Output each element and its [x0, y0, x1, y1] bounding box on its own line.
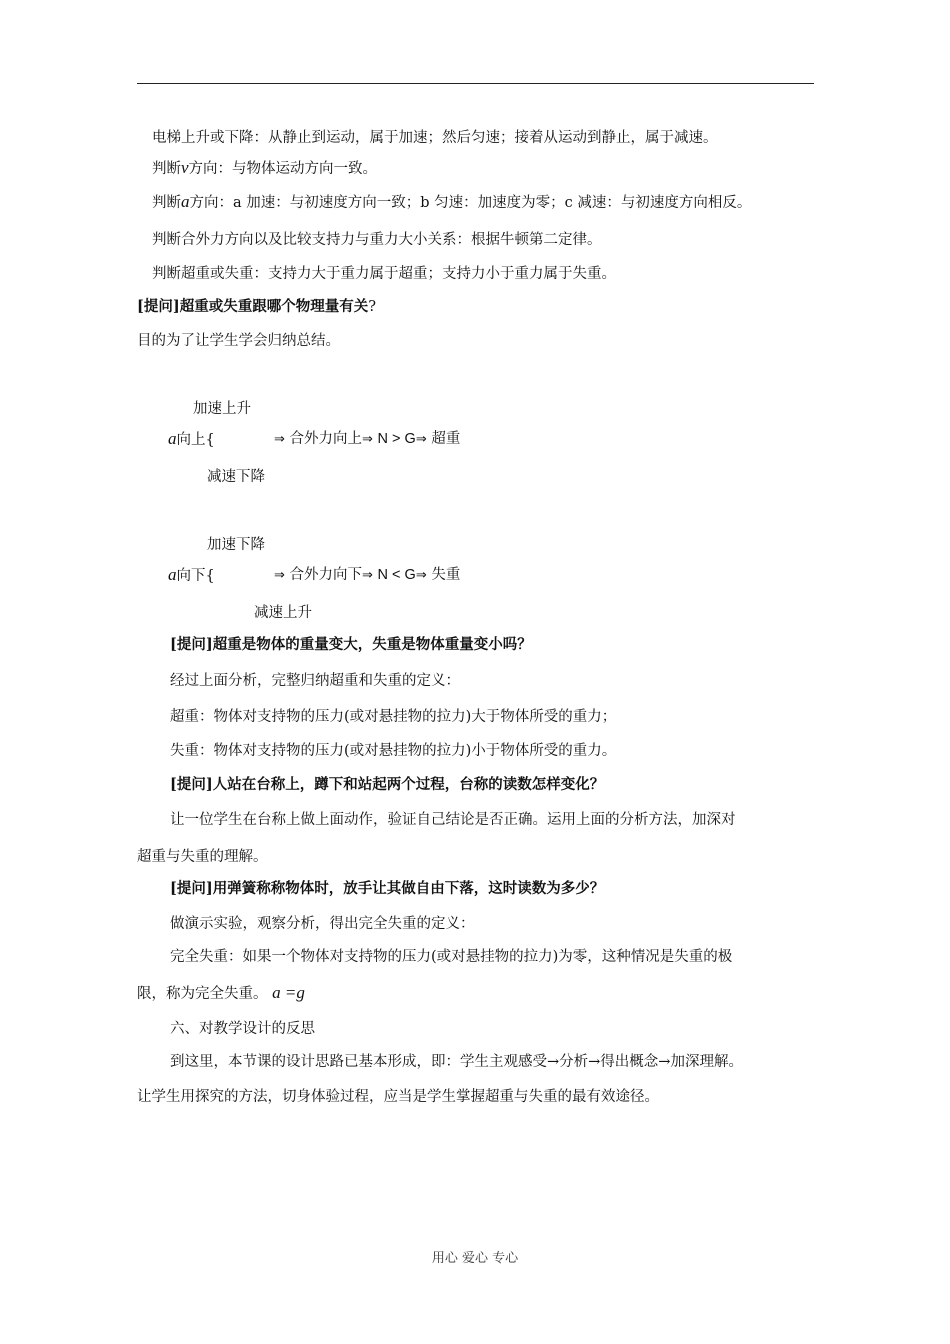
para-reflection-1: 到这里，本节课的设计思路已基本形成，即：学生主观感受→分析→得出概念→加深理解。 — [170, 1054, 743, 1070]
line-purpose: 目的为了让学生学会归纳总结。 — [137, 333, 340, 349]
heading-reflection: 六、对教学设计的反思 — [170, 1021, 315, 1037]
line-judge-a — [152, 191, 751, 214]
scheme1-dir: 向上{ — [176, 432, 215, 448]
scheme1-result: 超重 — [431, 431, 461, 447]
scheme2-row — [168, 564, 215, 587]
para-complete-1: 完全失重：如果一个物体对支持物的压力(或对悬挂物的拉力)为零，这种情况是失重的极 — [170, 949, 733, 965]
para-experiment-2: 超重与失重的理解。 — [137, 849, 268, 865]
scheme1-bottom: 减速下降 — [207, 469, 265, 485]
question-1-text: [提问]超重或失重跟哪个物理量有关 — [137, 298, 369, 315]
arrow-icon: ⇒ — [362, 432, 373, 447]
para-reflection-2: 让学生用探究的方法，切身体验过程，应当是学生掌握超重与失重的最有效途径。 — [137, 1089, 659, 1105]
para-overweight: 超重：物体对支持物的压力(或对悬挂物的拉力)大于物体所受的重力； — [170, 709, 617, 725]
arrow-icon: ⇒ — [362, 568, 373, 583]
para-complete-2 — [137, 982, 305, 1005]
scheme2-force: 合外力向下 — [289, 567, 363, 583]
arrow-icon: ⇒ — [415, 568, 427, 583]
scheme2-chain — [274, 564, 460, 587]
question-1-mark: ? — [368, 299, 377, 315]
var-v: v — [181, 158, 189, 177]
scheme1-row — [168, 428, 215, 451]
para-complete-2-text: 限，称为完全失重。 — [137, 986, 268, 1002]
line-judge-v-pre: 判断 — [152, 161, 181, 177]
para-weightless: 失重：物体对支持物的压力(或对悬挂物的拉力)小于物体所受的重力。 — [170, 743, 617, 759]
line-judge-v-post: 方向：与物体运动方向一致。 — [188, 161, 378, 177]
question-2: [提问]超重是物体的重量变大，失重是物体重量变小吗？ — [170, 636, 532, 653]
header-rule — [137, 83, 814, 84]
question-3: [提问]人站在台称上，蹲下和站起两个过程，台称的读数怎样变化？ — [170, 776, 605, 793]
scheme1-rel: N > G — [377, 431, 416, 447]
question-4: [提问]用弹簧称称物体时，放手让其做自由下落，这时读数为多少？ — [170, 880, 605, 897]
arrow-icon: ⇒ — [415, 432, 427, 447]
scheme1-chain — [274, 428, 460, 451]
line-judge-a-pre: 判断 — [152, 195, 181, 211]
arrow-icon: ⇒ — [274, 432, 285, 447]
scheme1-top: 加速上升 — [193, 401, 251, 417]
line-judge-weight: 判断超重或失重：支持力大于重力属于超重；支持力小于重力属于失重。 — [152, 266, 616, 282]
scheme2-var: a — [168, 565, 177, 584]
scheme1-var: a — [168, 429, 177, 448]
line-elevator: 电梯上升或下降：从静止到运动，属于加速；然后匀速；接着从运动到静止，属于减速。 — [152, 130, 718, 146]
line-judge-force: 判断合外力方向以及比较支持力与重力大小关系：根据牛顿第二定律。 — [152, 232, 602, 248]
page-footer: 用心 爱心 专心 — [431, 1251, 519, 1266]
var-a: a — [181, 192, 190, 211]
question-1 — [137, 296, 376, 318]
para-summary: 经过上面分析，完整归纳超重和失重的定义： — [170, 673, 460, 689]
scheme2-bottom: 减速上升 — [254, 605, 312, 621]
para-demo: 做演示实验，观察分析，得出完全失重的定义： — [170, 916, 475, 932]
arrow-icon: ⇒ — [274, 568, 285, 583]
formula-a-equals-g: a =g — [272, 983, 305, 1002]
scheme2-top: 加速下降 — [207, 537, 265, 553]
para-experiment-1: 让一位学生在台称上做上面动作，验证自己结论是否正确。运用上面的分析方法，加深对 — [170, 812, 736, 828]
scheme2-rel: N < G — [377, 567, 416, 583]
scheme2-dir: 向下{ — [176, 568, 215, 584]
line-judge-a-post: 方向：a 加速：与初速度方向一致；b 匀速：加速度为零；c 减速：与初速度方向相反。 — [189, 195, 752, 211]
scheme2-result: 失重 — [431, 567, 461, 583]
line-judge-v — [152, 157, 377, 180]
scheme1-force: 合外力向上 — [289, 431, 363, 447]
